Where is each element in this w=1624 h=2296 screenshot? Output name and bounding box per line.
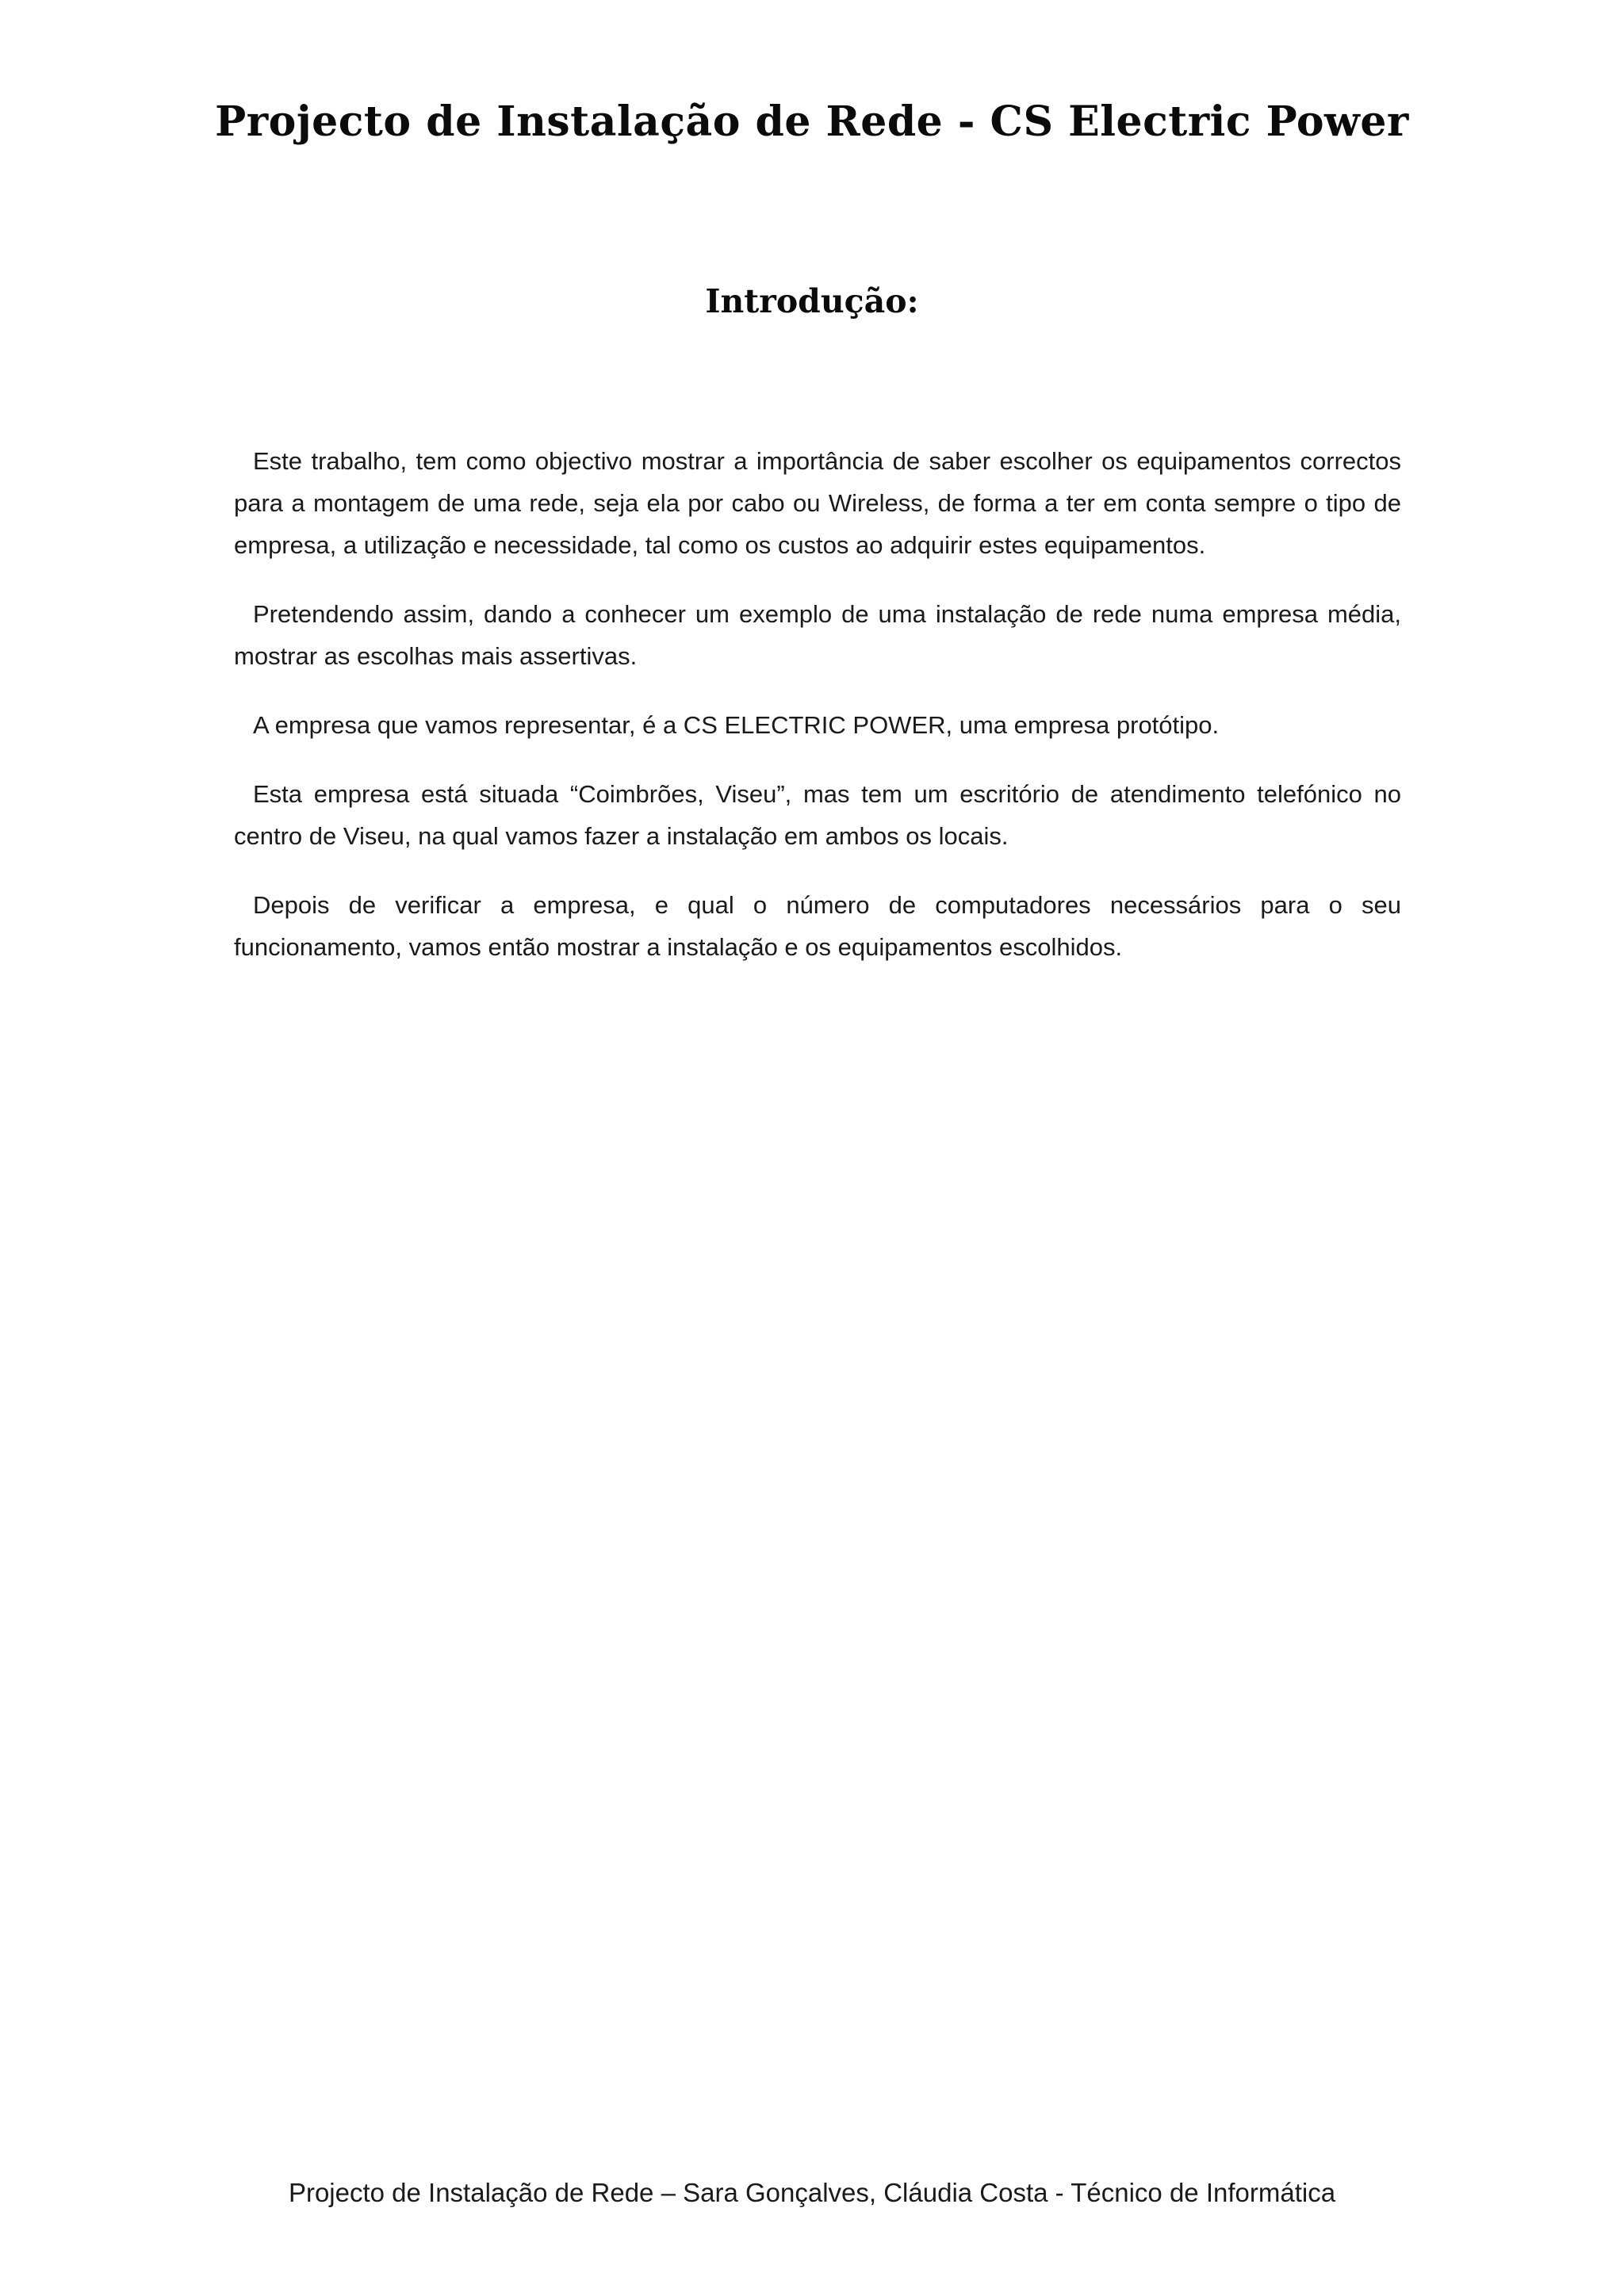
section-heading: Introdução: <box>705 282 919 320</box>
paragraph: Depois de verificar a empresa, e qual o número de computadores necessários para o seu funcionamento, vamos então mostrar a instalação e os equipamentos escolhidos. <box>234 891 1401 961</box>
paragraph: Pretendendo assim, dando a conhecer um exemplo de uma instalação de rede numa empresa média, mostrar as escolhas mais assertivas. <box>234 600 1401 670</box>
document-body <box>234 440 1401 995</box>
page-footer: Projecto de Instalação de Rede – Sara Gonçalves, Cláudia Costa - Técnico de Informática <box>288 2178 1336 2207</box>
document-title: Projecto de Instalação de Rede - CS Electric Power <box>215 98 1409 146</box>
paragraph: Este trabalho, tem como objectivo mostrar a importância de saber escolher os equipamentos correctos para a montagem de uma rede, seja ela por cabo ou Wireless, de forma a ter em conta sempre o tipo de empresa, a utilização e necessidade, tal como os custos ao adquirir estes equipamentos. <box>234 447 1401 559</box>
paragraph: A empresa que vamos representar, é a CS ELECTRIC POWER, uma empresa protótipo. <box>253 711 1220 739</box>
paragraph: Esta empresa está situada “Coimbrões, Viseu”, mas tem um escritório de atendimento telefónico no centro de Viseu, na qual vamos fazer a instalação em ambos os locais. <box>234 780 1401 850</box>
